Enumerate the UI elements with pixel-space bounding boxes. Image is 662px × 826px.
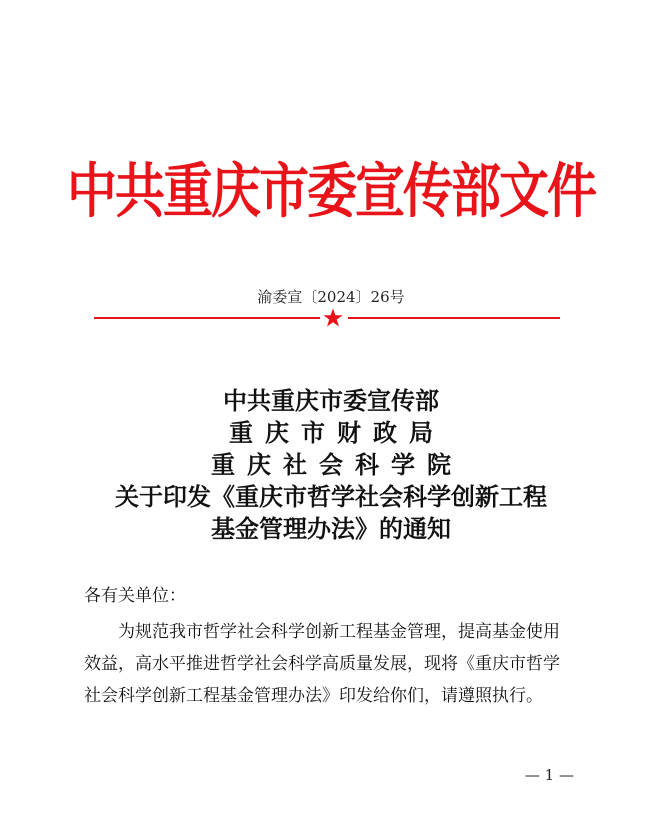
title-issuer-2: 重庆市财政局 [229,418,445,447]
body-line: 为规范我市哲学社会科学创新工程基金管理，提高基金使用 [118,622,560,642]
title-issuer-3: 重庆社会科学院 [211,450,463,479]
red-rule-right [348,317,560,319]
notice-title [0,385,662,545]
red-rule-left [94,317,320,319]
body-line: 效益，高水平推进哲学社会科学高质量发展，现将《重庆市哲学 [84,654,560,674]
salutation: 各有关单位： [84,586,186,606]
title-subject-2: 基金管理办法》的通知 [211,514,451,543]
page-number: — 1 — [524,766,574,784]
document-number: 渝委宣〔2024〕26号 [257,288,405,306]
body-paragraph [84,616,580,712]
title-issuer-1: 中共重庆市委宣传部 [223,386,439,415]
title-subject-1: 关于印发《重庆市哲学社会科学创新工程 [115,482,547,511]
body-line: 社会科学创新工程基金管理办法》印发给你们，请遵照执行。 [84,686,543,706]
red-star-icon [322,307,344,329]
document-masthead: 中共重庆市委宣传部文件 [67,157,595,226]
